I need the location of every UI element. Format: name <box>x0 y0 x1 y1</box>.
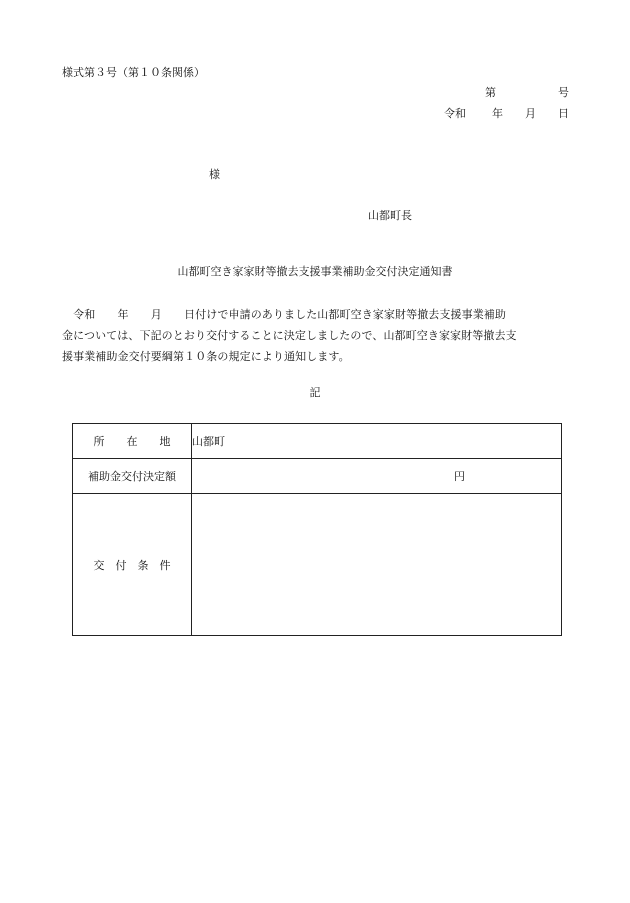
table-row-conditions <box>73 494 562 636</box>
ki-heading: 記 <box>309 386 321 399</box>
date-era: 令和 <box>444 107 466 120</box>
number-suffix: 号 <box>558 86 569 99</box>
table-row-location <box>73 424 562 459</box>
body-line: 金については、下記のとおり交付することに決定しましたので、山都町空き家家財等撤去支 <box>62 329 517 342</box>
date-month: 月 <box>525 107 536 120</box>
form-number-label: 様式第３号（第１０条関係） <box>62 66 205 79</box>
location-value: 山都町 <box>192 424 562 459</box>
date-day: 日 <box>558 107 569 120</box>
body-line: 令和 年 月 日付けで申請のありました山都町空き家家財等撤去支援事業補助 <box>62 308 506 321</box>
conditions-value <box>192 494 562 636</box>
document-title: 山都町空き家家財等撤去支援事業補助金交付決定通知書 <box>177 265 453 278</box>
document-number-line <box>485 86 569 100</box>
issue-date-line <box>444 107 569 121</box>
conditions-label: 交 付 条 件 <box>73 494 192 636</box>
body-paragraph <box>62 304 570 367</box>
addressee-honorific: 様 <box>209 168 220 181</box>
sender-name: 山都町長 <box>368 209 412 222</box>
amount-unit: 円 <box>454 470 465 483</box>
amount-label: 補助金交付決定額 <box>73 459 192 494</box>
table-row-amount <box>73 459 562 494</box>
date-year: 年 <box>492 107 503 120</box>
number-prefix: 第 <box>485 86 496 99</box>
details-table <box>72 423 562 636</box>
body-line: 援事業補助金交付要綱第１０条の規定により通知します。 <box>62 350 350 363</box>
location-label: 所 在 地 <box>73 424 192 459</box>
amount-value <box>192 459 562 494</box>
